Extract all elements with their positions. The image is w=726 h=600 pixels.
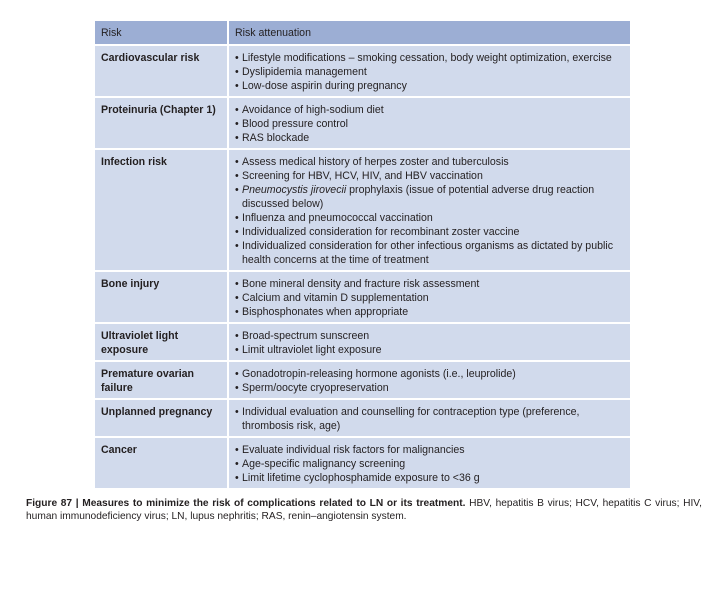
list-item: • Age-specific malignancy screening	[235, 457, 624, 471]
risk-cell: Bone injury	[95, 271, 228, 323]
figure-caption	[26, 497, 702, 523]
header-risk: Risk	[95, 21, 228, 45]
list-item: • Bisphosphonates when appropriate	[235, 305, 624, 319]
list-item: • Gonadotropin-releasing hormone agonists (i.e., leuprolide)	[235, 367, 624, 381]
table-row	[95, 271, 630, 323]
attenuation-cell	[228, 149, 630, 271]
list-item: • Limit lifetime cyclophosphamide exposure to <36 g	[235, 471, 624, 485]
list-item: • Blood pressure control	[235, 117, 624, 131]
list-item: • Avoidance of high-sodium diet	[235, 103, 624, 117]
list-item: • Low-dose aspirin during pregnancy	[235, 79, 624, 93]
list-item: • Pneumocystis jirovecii prophylaxis (issue of potential adverse drug reaction discussed below)	[235, 183, 624, 211]
risk-cell: Unplanned pregnancy	[95, 399, 228, 437]
list-item: • Individual evaluation and counselling for contraception type (preference, thrombosis risk, age)	[235, 405, 624, 433]
list-item: • Individualized consideration for other infectious organisms as dictated by public health concerns at the time of treatment	[235, 239, 624, 267]
header-risk-attenuation: Risk attenuation	[228, 21, 630, 45]
list-item: • Influenza and pneumococcal vaccination	[235, 211, 624, 225]
list-item: • Calcium and vitamin D supplementation	[235, 291, 624, 305]
table-row	[95, 97, 630, 149]
table-row	[95, 399, 630, 437]
risk-cell: Proteinuria (Chapter 1)	[95, 97, 228, 149]
attenuation-cell	[228, 323, 630, 361]
table-row	[95, 323, 630, 361]
list-item: • Dyslipidemia management	[235, 65, 624, 79]
list-item: • Limit ultraviolet light exposure	[235, 343, 624, 357]
risk-cell: Ultraviolet light exposure	[95, 323, 228, 361]
caption-text: HBV, hepatitis B virus; HCV, hepatitis C virus; HIV, human immunodeficiency virus; LN, lupus nephritis; RAS, renin–angiotensin system.	[26, 498, 702, 522]
risk-cell: Premature ovarian failure	[95, 361, 228, 399]
risk-cell: Cardiovascular risk	[95, 45, 228, 97]
table-row	[95, 149, 630, 271]
attenuation-cell	[228, 97, 630, 149]
attenuation-cell	[228, 437, 630, 489]
list-item: • Assess medical history of herpes zoster and tuberculosis	[235, 155, 624, 169]
risk-cell: Cancer	[95, 437, 228, 489]
attenuation-cell	[228, 399, 630, 437]
table-row	[95, 437, 630, 489]
list-item: • Sperm/oocyte cryopreservation	[235, 381, 624, 395]
list-item: • Individualized consideration for recombinant zoster vaccine	[235, 225, 624, 239]
attenuation-cell	[228, 271, 630, 323]
list-item: • Lifestyle modifications – smoking cessation, body weight optimization, exercise	[235, 51, 624, 65]
table-row	[95, 45, 630, 97]
risk-cell: Infection risk	[95, 149, 228, 271]
attenuation-cell	[228, 45, 630, 97]
list-item: • Bone mineral density and fracture risk assessment	[235, 277, 624, 291]
table-row	[95, 361, 630, 399]
list-item: • RAS blockade	[235, 131, 624, 145]
list-item: • Screening for HBV, HCV, HIV, and HBV vaccination	[235, 169, 624, 183]
caption-title: Figure 87 | Measures to minimize the risk of complications related to LN or its treatment.	[26, 498, 466, 509]
list-item: • Evaluate individual risk factors for malignancies	[235, 443, 624, 457]
attenuation-cell	[228, 361, 630, 399]
header-row	[95, 21, 630, 45]
list-item: • Broad-spectrum sunscreen	[235, 329, 624, 343]
risk-table	[95, 21, 630, 490]
organism-name: Pneumocystis jirovecii	[242, 184, 347, 196]
